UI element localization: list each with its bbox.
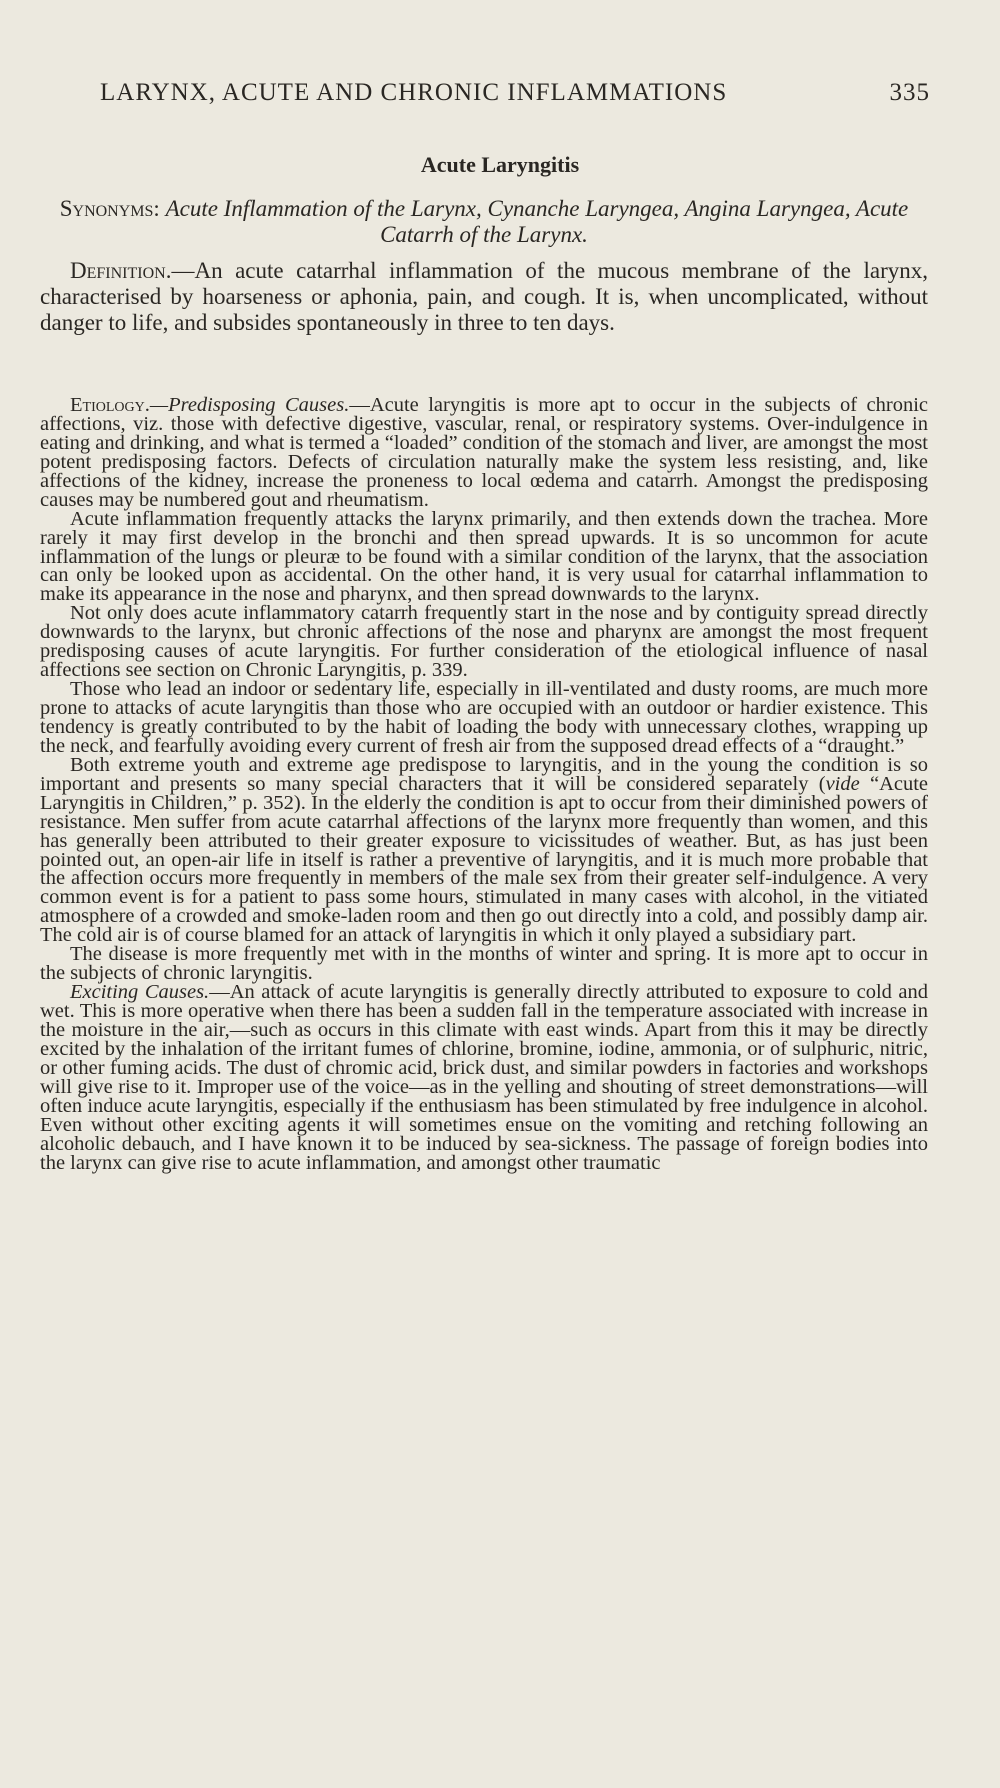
etiology-label: Etiology. xyxy=(70,394,150,416)
vide-word: vide xyxy=(825,772,860,795)
etiology-paragraph xyxy=(40,396,928,510)
youth-text-after: “Acute Laryngitis in Children,” p. 352). In the elderly the condition is apt to occur from their diminished powers of resistance. Men suffer from acute catarrhal affections of the larynx more frequently than women, and this has generally been attributed to their greater exposure to vicissitudes of weather. But, as has just been pointed out, an open-air life in itself is rather a preventive of laryngitis, and it is much more probable that the affection occurs more frequently in members of the male sex from their greater self-indulgence. A very common event is for a patient to pass some hours, stimulated in many cases with alcohol, in the vitiated atmosphere of a crowded and smoke-laden room and then go out directly into a cold, and possibly damp air. The cold air is of course blamed for an attack of laryngitis in which it only played a subsidiary part. xyxy=(40,772,929,947)
body-text xyxy=(40,396,928,1172)
definition-text: —An acute catarrhal inflammation of the mucous membrane of the larynx, characterised by hoarseness or aphonia, pain, and cough. It is, when uncomplicated, without danger to life, and subsides spontaneously in three to ten days. xyxy=(40,258,928,335)
synonyms-text: Acute Inflammation of the Larynx, Cynanche Laryngea, Angina Laryngea, Acute Catarrh of the Larynx. xyxy=(165,196,909,247)
synonyms-label: Synonyms: xyxy=(59,196,160,221)
body-paragraph: Not only does acute inflammatory catarrh frequently start in the nose and by contiguity spread directly downwards to the larynx, but chronic affections of the nose and pharynx are amongst the most frequent predisposing causes of acute laryngitis. For further consideration of the etiological influence of nasal affections see section on Chronic Laryngitis, p. 339. xyxy=(40,602,928,682)
running-head xyxy=(100,76,930,110)
etiology-subhead: —Predisposing Causes. xyxy=(149,394,350,416)
definition-label: Definition. xyxy=(70,258,172,283)
seasons-paragraph: The disease is more frequently met with in the months of winter and spring. It is more apt to occur in the subjects of chronic laryngitis. xyxy=(40,943,928,985)
etiology-text: —Acute laryngitis is more apt to occur in the subjects of chronic affections, viz. those with defective digestive, vascular, renal, or respiratory systems. Over-indulgence in eating and drinking, and what is termed a “loaded” condition of the stomach and liver, are amongst the most potent predisposing factors. Defects of circulation naturally make the system less resisting, and, like affections of the kidney, increase the proneness to local œdema and catarrh. Amongst the predisposing causes may be numbered gout and rheumatism. xyxy=(40,394,928,511)
body-paragraph: Acute inflammation frequently attacks the larynx primarily, and then extends down the trachea. More rarely it may first develop in the bronchi and then spread upwards. It is so uncommon for acute inflammation of the lungs or pleuræ to be found with a similar condition of the larynx, that the association can only be looked upon as accidental. On the other hand, it is very usual for catarrhal inflammation to make its appearance in the nose and pharynx, and then spread downwards to the larynx. xyxy=(40,507,928,606)
exciting-text: —An attack of acute laryngitis is generally directly attributed to exposure to cold and wet. This is more operative when there has been a sudden fall in the temperature associated with increase in the moisture in the air,—such as occurs in this climate with east winds. Apart from this it may be directly excited by the inhalation of the irritant fumes of chlorine, bromine, iodine, ammonia, or of sulphuric, nitric, or other fuming acids. The dust of chromic acid, brick dust, and similar powders in factories and workshops will give rise to it. Improper use of the voice—as in the yelling and shouting of street demonstrations—will often induce acute laryngitis, especially if the enthusiasm has been stimulated by free indulgence in alcohol. Even without other exciting agents it will sometimes ensue on the vomiting and retching following an alcoholic debauch, and I have known it to be induced by sea-sickness. The passage of foreign bodies into the larynx can give rise to acute inflammation, and amongst other traumatic xyxy=(40,981,929,1174)
definition-paragraph xyxy=(40,258,928,336)
running-head-title: LARYNX, ACUTE AND CHRONIC INFLAMMATIONS xyxy=(100,79,728,106)
section-title: Acute Laryngitis xyxy=(420,152,580,177)
synonyms-paragraph xyxy=(40,196,928,248)
exciting-subhead: Exciting Causes. xyxy=(70,981,210,1004)
youth-text-before: Both extreme youth and extreme age predispose to laryngitis, and in the young the condition is so important and presents so many special characters that it will be considered separately ( xyxy=(40,753,928,795)
youth-paragraph xyxy=(40,753,929,947)
exciting-paragraph xyxy=(40,983,928,1172)
body-paragraph: Those who lead an indoor or sedentary life, especially in ill-ventilated and dusty rooms, are much more prone to attacks of acute laryngitis than those who are occupied with an outdoor or hardier existence. This tendency is greatly contributed to by the habit of loading the body with unnecessary clothes, wrapping up the neck, and fearfully avoiding every current of fresh air from the supposed dread effects of a “draught.” xyxy=(40,678,928,757)
page-number: 335 xyxy=(889,79,930,106)
